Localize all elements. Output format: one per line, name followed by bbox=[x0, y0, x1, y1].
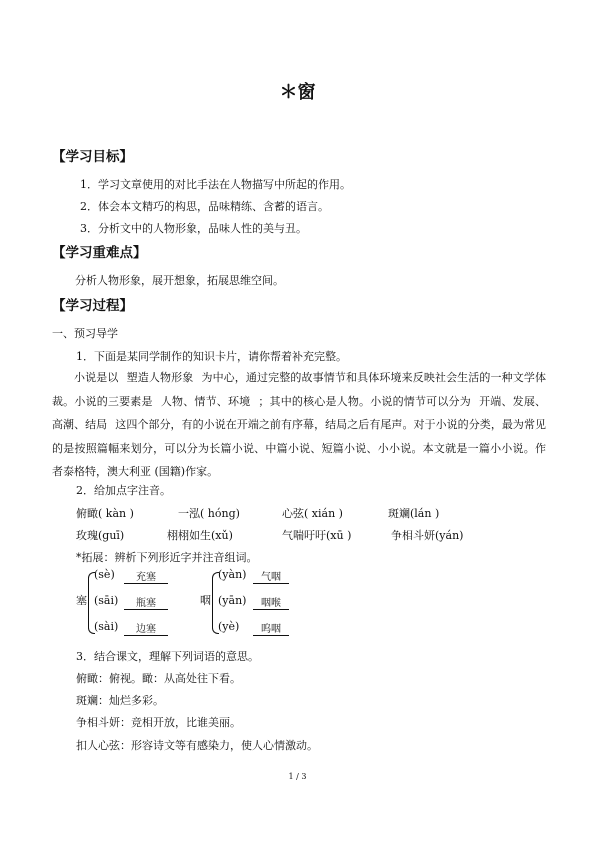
card-answer: 人物、情节、环境 bbox=[160, 394, 251, 408]
reading: (sài) bbox=[94, 620, 119, 633]
answer-word: 边塞 bbox=[124, 620, 168, 636]
similar-char-yan: 咽 bbox=[200, 594, 211, 607]
answer-word: 瓶塞 bbox=[124, 594, 168, 610]
pinyin-item: 气喘吁吁(xū ) bbox=[282, 529, 352, 542]
key-points-heading: 【学习重难点】 bbox=[52, 245, 147, 261]
process-heading: 【学习过程】 bbox=[52, 298, 133, 314]
goal-item: 1．学习文章使用的对比手法在人物描写中所起的作用。 bbox=[80, 178, 351, 191]
pinyin-item: 心弦( xián ) bbox=[282, 507, 343, 520]
page-number: 1 / 3 bbox=[288, 772, 307, 781]
pinyin-item: 栩栩如生(xǔ) bbox=[167, 529, 233, 542]
reading: (sāi) bbox=[94, 594, 119, 607]
question-3: 3．结合课文，理解下列词语的意思。 bbox=[76, 650, 259, 663]
meaning-item: 斑斓：灿烂多彩。 bbox=[76, 694, 164, 707]
knowledge-card-paragraph: 小说是以 塑造人物形象 为中心，通过完整的故事情节和具体环境来反映社会生活的一种文学体裁。小说的三要素是 人物、情节、环境 ；其中的核心是人物。小说的情节可以分为 开端、发展、高潮、结局 这四个部分，有的小说在开端之前有序幕，结局之后有尾声。对于小说的分类，最为常见的是按照篇幅来划分，可以分为长篇小说、中篇小说、短篇小说、小小说。本文就是一篇小小说。作者泰格特，澳大利亚 (国籍)作家。 bbox=[52, 371, 547, 478]
pinyin-item: 争相斗妍(yán) bbox=[391, 529, 464, 542]
answer-word: 呜咽 bbox=[253, 620, 289, 636]
reading: (yè) bbox=[218, 620, 240, 633]
similar-char-sai: 塞 bbox=[76, 594, 87, 607]
pinyin-item: 斑斓(lán ) bbox=[388, 507, 440, 520]
extension-prompt: *拓展：辨析下列形近字并注音组词。 bbox=[76, 551, 258, 564]
card-answer: 塑造人物形象 bbox=[126, 371, 194, 384]
goal-item: 2．体会本文精巧的构思，品味精练、含蓄的语言。 bbox=[80, 200, 329, 213]
goals-heading: 【学习目标】 bbox=[52, 149, 133, 165]
reading: (yàn) bbox=[218, 568, 247, 581]
page-title: ＊窗 bbox=[279, 82, 316, 103]
key-points-text: 分析人物形象，展开想象，拓展思维空间。 bbox=[75, 274, 284, 287]
meaning-item: 俯瞰：俯视。瞰：从高处往下看。 bbox=[76, 672, 241, 685]
question-1: 1．下面是某同学制作的知识卡片，请你帮着补充完整。 bbox=[76, 350, 347, 363]
goal-item: 3．分析文中的人物形象，品味人性的美与丑。 bbox=[80, 222, 307, 235]
reading: (yān) bbox=[218, 594, 247, 607]
question-2: 2．给加点字注音。 bbox=[76, 484, 171, 497]
pinyin-item: 一泓( hóng) bbox=[178, 507, 240, 520]
pinyin-item: 俯瞰( kàn ) bbox=[76, 507, 134, 520]
meaning-item: 争相斗妍：竞相开放，比谁美丽。 bbox=[76, 716, 241, 729]
reading: (sè) bbox=[94, 568, 115, 581]
answer-word: 充塞 bbox=[124, 568, 168, 584]
answer-word: 咽喉 bbox=[253, 594, 289, 610]
card-answer: 开端、发展、高潮、结局 bbox=[52, 394, 547, 431]
pinyin-item: 玫瑰(guī) bbox=[76, 529, 125, 542]
preview-heading: 一、预习导学 bbox=[52, 327, 118, 340]
meaning-item: 扣人心弦：形容诗文等有感染力，使人心情激动。 bbox=[76, 739, 318, 752]
answer-word: 气咽 bbox=[253, 568, 289, 584]
